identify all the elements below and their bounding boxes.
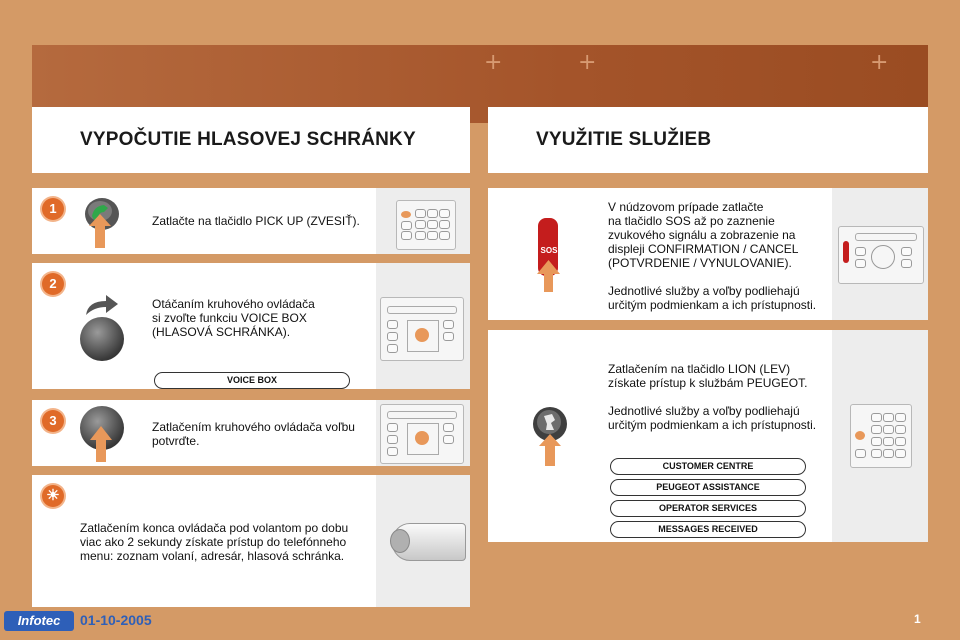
- step-2-illustration: [376, 263, 470, 389]
- press-arrow-icon: [90, 426, 112, 462]
- tip-text: Zatlačením konca ovládača pod volantom po dobu viac ako 2 sekundy získate prístup do telefónneho menu: zoznam volaní, adresár, hlasová schránka.: [80, 521, 349, 563]
- step-2-badge: 2: [42, 273, 64, 295]
- sos-label: SOS: [540, 246, 558, 255]
- sos-text: V núdzovom prípade zatlačte na tlačidlo SOS až po zaznenie zvukového signálu a zobrazenie na displeji CONFIRMATION / CANCEL (POTVRDENIE / VYNULOVANIE). Jednotlivé služby a voľby podliehajú určitým podmienkam a ich prístupnosti.: [608, 200, 817, 312]
- step-1-text: Zatlačte na tlačidlo PICK UP (ZVESIŤ).: [152, 214, 360, 228]
- phone-pickup-icon: [82, 196, 122, 236]
- step-1-row: [32, 188, 470, 254]
- step-3-text: Zatlačením kruhového ovládača voľbu potvrďte.: [152, 420, 355, 448]
- step-3-badge: 3: [42, 410, 64, 432]
- curved-arrow-icon: [84, 293, 120, 317]
- pill-operator-services: OPERATOR SERVICES: [610, 500, 806, 517]
- sos-button-icon: [534, 216, 562, 288]
- right-section-title: VYUŽITIE SLUŽIEB: [536, 129, 712, 150]
- lion-text: Zatlačením na tlačidlo LION (LEV) získate prístup k službám PEUGEOT. Jednotlivé služby a voľby podliehajú určitým podmienkam a ich prístupnosti.: [608, 362, 817, 432]
- step-2-row: [32, 263, 470, 389]
- lion-button-icon: [530, 406, 570, 466]
- left-header-card: [32, 107, 470, 173]
- tip-sun-icon: ☀: [42, 485, 64, 507]
- pill-messages-received: MESSAGES RECEIVED: [610, 521, 806, 538]
- page-number: 1: [914, 612, 921, 626]
- rotary-knob-icon: [80, 317, 124, 361]
- right-header-card: [488, 107, 928, 173]
- step-2-text: Otáčaním kruhového ovládača si zvoľte funkciu VOICE BOX (HLASOVÁ SCHRÁNKA).: [152, 297, 315, 339]
- tip-row: [32, 475, 470, 607]
- step-1-badge: 1: [42, 198, 64, 220]
- pill-customer-centre: CUSTOMER CENTRE: [610, 458, 806, 475]
- step-3-illustration: [376, 400, 470, 466]
- decor-plus: +: [870, 50, 889, 75]
- pill-peugeot-assistance: PEUGEOT ASSISTANCE: [610, 479, 806, 496]
- lion-illustration: [832, 330, 928, 542]
- step-1-illustration: [376, 188, 470, 254]
- sos-row: [488, 188, 928, 320]
- tip-illustration: [376, 475, 470, 607]
- infotec-logo: Infotec: [4, 611, 74, 631]
- left-section-title: VYPOČUTIE HLASOVEJ SCHRÁNKY: [80, 129, 416, 150]
- decor-plus: +: [578, 50, 597, 75]
- voice-box-pill: VOICE BOX: [154, 372, 350, 389]
- footer-date: 01-10-2005: [80, 612, 152, 628]
- step-3-row: [32, 400, 470, 466]
- lion-row: [488, 330, 928, 542]
- sos-illustration: [832, 188, 928, 320]
- decor-plus: +: [484, 50, 503, 75]
